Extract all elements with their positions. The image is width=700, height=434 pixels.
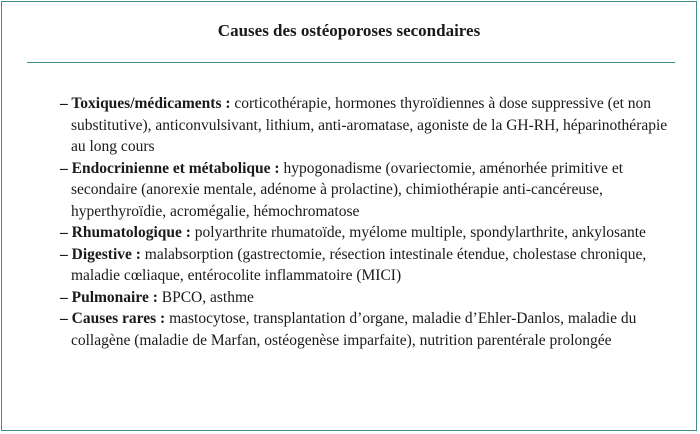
causes-list [60, 93, 672, 351]
list-item-causes-rares [60, 308, 672, 351]
content-box [1, 1, 697, 431]
list-item-toxiques [60, 93, 672, 158]
item-label: – Digestive : [60, 245, 141, 263]
item-label: – Causes rares : [60, 310, 166, 327]
list-item-rhumatologique [60, 222, 672, 244]
list-item-digestive [60, 244, 672, 287]
item-text: polyarthrite rhumatoïde, myélome multiple, spondylarthrite, ankylosante [190, 224, 646, 241]
item-text: malabsorption (gastrectomie, résection intestinale étendue, cholestase chronique, maladie cœliaque, entérocolite inflammatoire (MICI) [71, 245, 647, 284]
item-text: mastocytose, transplantation d’organe, maladie d’Ehler-Danlos, maladie du collagène (maladie de Marfan, ostéogenèse imparfaite), nutrition parentérale prolongée [71, 310, 637, 349]
item-text: corticothérapie, hormones thyroïdiennes à dose suppressive (et non substitutive), anticonvulsivant, lithium, anti-aromatase, agoniste de la GH-RH, héparinothérapie au long cours [71, 95, 668, 155]
item-label: – Rhumatologique : [60, 224, 191, 241]
item-text: hypogonadisme (ovariectomie, aménorhée primitive et secondaire (anorexie mentale, adénome à prolactine), chimiothérapie anti-cancéreuse, hyperthyroïdie, acromégalie, hémochromatose [71, 159, 624, 220]
item-text: BPCO, asthme [157, 288, 254, 306]
item-label: – Endocrinienne et métabolique : [60, 159, 280, 177]
item-label: – Pulmonaire : [60, 288, 158, 306]
list-item-pulmonaire [60, 287, 672, 309]
title-divider [27, 62, 675, 63]
box-title: Causes des ostéoporoses secondaires [217, 21, 481, 40]
item-label: – Toxiques/médicaments : [60, 95, 231, 112]
list-item-endocrinienne [60, 158, 672, 223]
